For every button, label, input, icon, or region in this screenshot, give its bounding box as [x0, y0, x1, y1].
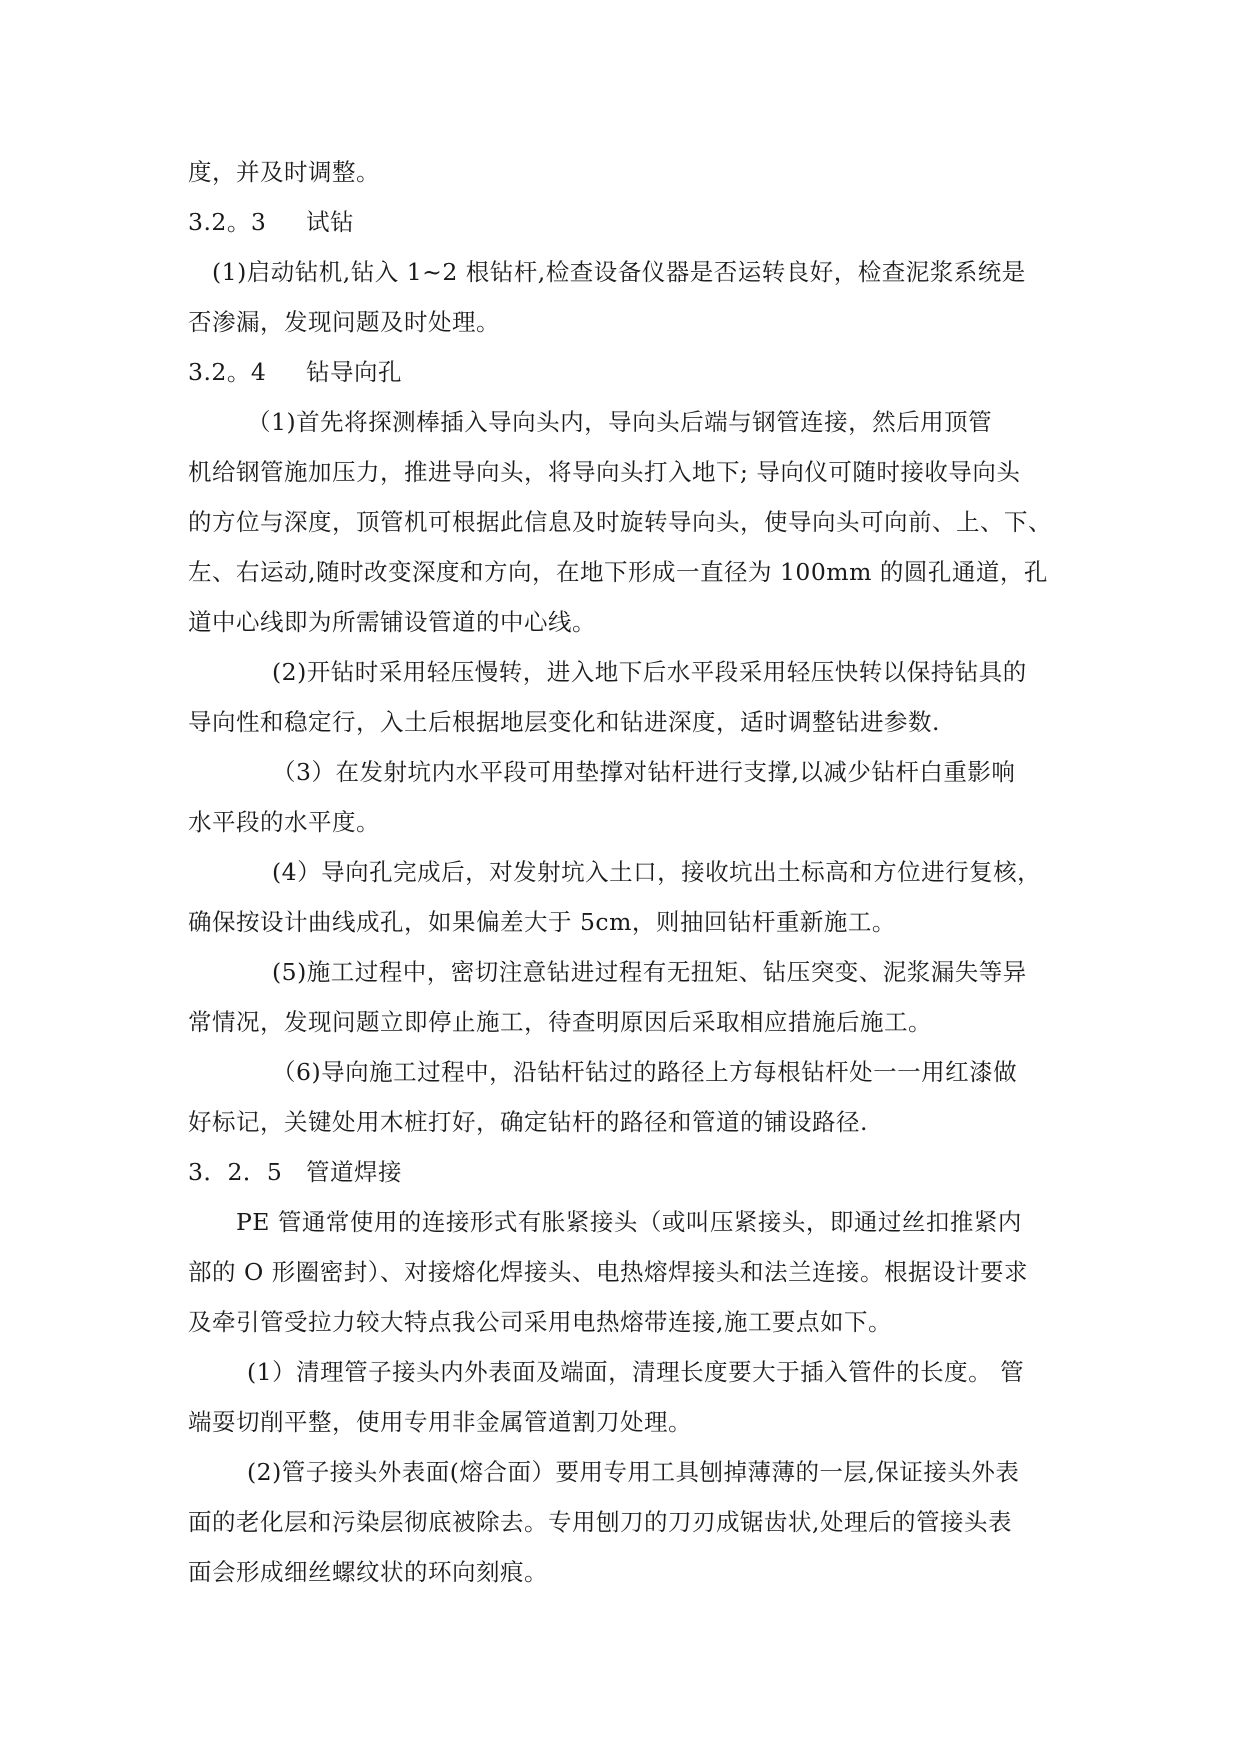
section-number: 3.2。4	[188, 358, 267, 386]
section-title: 管道焊接	[306, 1158, 402, 1186]
section-heading-3-2-3	[188, 207, 354, 237]
text-line: 及牵引管受拉力较大特点我公司采用电热熔带连接,施工要点如下。	[188, 1308, 892, 1336]
text-line: 水平段的水平度。	[188, 808, 380, 836]
text-line: 机给钢管施加压力，推进导向头，将导向头打入地下; 导向仪可随时接收导向头	[188, 458, 1021, 486]
text-line: (2)管子接头外表面(熔合面）要用专用工具刨掉薄薄的一层,保证接头外表	[247, 1458, 1020, 1486]
text-line: 否渗漏，发现问题及时处理。	[188, 308, 500, 336]
section-title: 钻导向孔	[306, 358, 402, 386]
text-line: 部的 O 形圈密封）、对接熔化焊接头、电热熔焊接头和法兰连接。根据设计要求	[188, 1258, 1028, 1286]
text-line: 的方位与深度，顶管机可根据此信息及时旋转导向头，使导向头可向前、上、下、	[188, 508, 1052, 536]
text-line: 度，并及时调整。	[188, 158, 380, 186]
text-line: 道中心线即为所需铺设管道的中心线。	[188, 608, 596, 636]
text-line: （6)导向施工过程中，沿钻杆钻过的路径上方每根钻杆处一一用红漆做	[272, 1058, 1018, 1086]
text-line: 端耍切削平整，使用专用非金属管道割刀处理。	[188, 1408, 692, 1436]
text-line: 左、右运动,随时改变深度和方向，在地下形成一直径为 100mm 的圆孔通道，孔	[188, 558, 1048, 586]
section-number: 3.2。3	[188, 208, 267, 236]
section-heading-3-2-5	[188, 1157, 402, 1187]
text-line: PE 管通常使用的连接形式有胀紧接头（或叫压紧接头，即通过丝扣推紧内	[236, 1208, 1022, 1236]
section-heading-3-2-4	[188, 357, 402, 387]
section-number: 3．2．5	[188, 1158, 283, 1186]
text-line: (1）清理管子接头内外表面及端面，清理长度要大于插入管件的长度。 管	[247, 1358, 1025, 1386]
text-line: （3）在发射坑内水平段可用垫撑对钻杆进行支撑,以减少钻杆白重影响	[272, 758, 1016, 786]
text-line: (4）导向孔完成后，对发射坑入土口，接收坑出土标高和方位进行复核，	[272, 858, 1042, 886]
text-line: 常情况，发现问题立即停止施工，待查明原因后采取相应措施后施工。	[188, 1008, 932, 1036]
section-title: 试钻	[306, 208, 354, 236]
text-line: 好标记，关键处用木桩打好，确定钻杆的路径和管道的铺设路径.	[188, 1108, 868, 1136]
text-line: （1)首先将探测棒插入导向头内，导向头后端与钢管连接，然后用顶管	[247, 408, 993, 436]
text-line: 导向性和稳定行，入土后根据地层变化和钻进深度，适时调整钻进参数.	[188, 708, 940, 736]
text-line: 面会形成细丝螺纹状的环向刻痕。	[188, 1558, 548, 1586]
text-line: 确保按设计曲线成孔，如果偏差大于 5cm，则抽回钻杆重新施工。	[188, 908, 896, 936]
text-line: (2)开钻时采用轻压慢转，进入地下后水平段采用轻压快转以保持钻具的	[272, 658, 1027, 686]
text-line: (5)施工过程中，密切注意钻进过程有无扭矩、钻压突变、泥浆漏失等异	[272, 958, 1027, 986]
text-line: (1)启动钻机,钻入 1~2 根钻杆,检查设备仪器是否运转良好，检查泥浆系统是	[212, 258, 1026, 286]
text-line: 面的老化层和污染层彻底被除去。专用刨刀的刀刃成锯齿状,处理后的管接头表	[188, 1508, 1012, 1536]
